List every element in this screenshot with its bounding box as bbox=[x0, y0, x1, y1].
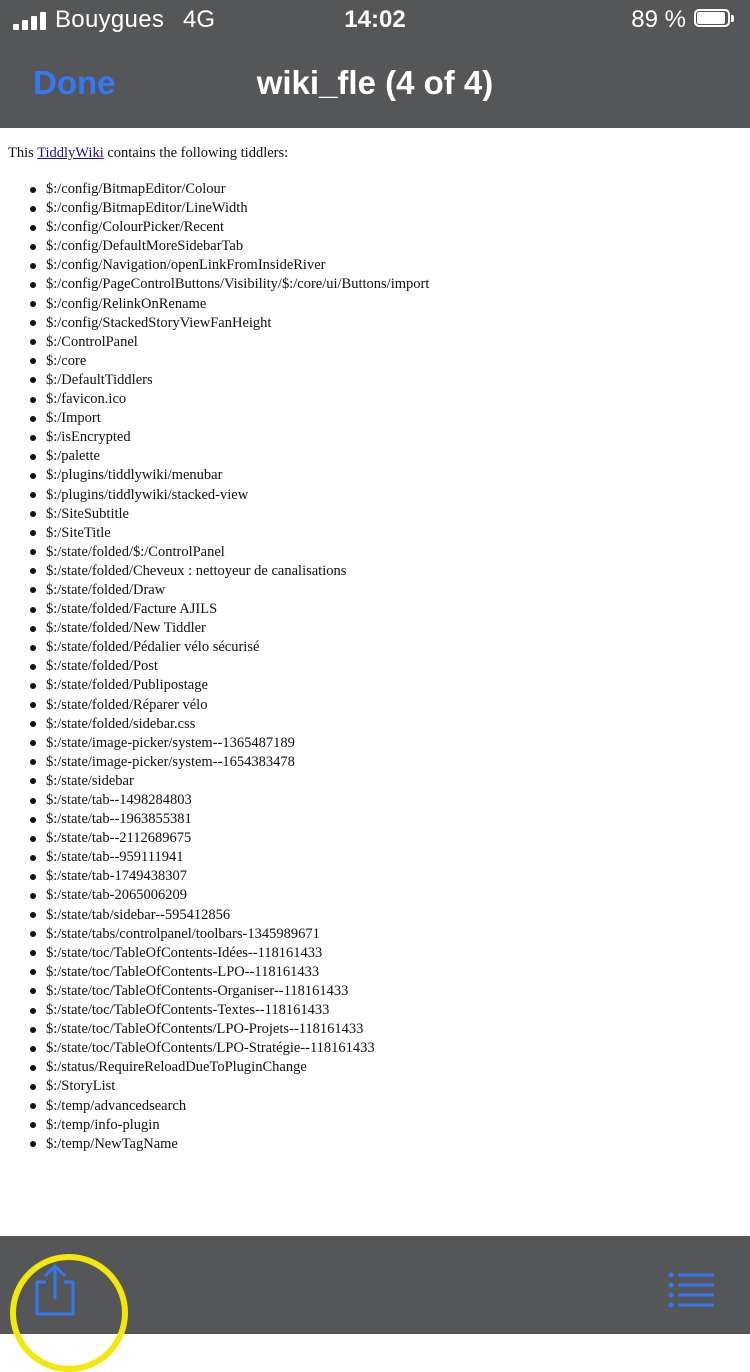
document-view[interactable] bbox=[0, 128, 750, 1236]
tiddler-item: $:/ControlPanel bbox=[46, 333, 466, 352]
tiddler-item: $:/state/folded/Post bbox=[46, 657, 466, 676]
intro-text-before: This bbox=[8, 145, 38, 161]
tiddler-item: $:/SiteSubtitle bbox=[46, 505, 466, 524]
status-bar bbox=[0, 0, 750, 40]
tiddler-item: $:/state/folded/Draw bbox=[46, 581, 466, 600]
tiddler-item: $:/state/tab--1963855381 bbox=[46, 810, 466, 829]
tiddler-item: $:/state/image-picker/system--1365487189 bbox=[46, 734, 466, 753]
tiddler-item: $:/config/BitmapEditor/LineWidth bbox=[46, 199, 466, 218]
status-time: 14:02 bbox=[344, 6, 406, 33]
tiddler-item: $:/palette bbox=[46, 447, 466, 466]
intro-text-after: contains the following tiddlers: bbox=[103, 145, 289, 161]
tiddler-item: $:/state/folded/sidebar.css bbox=[46, 715, 466, 734]
tiddler-item: $:/config/DefaultMoreSidebarTab bbox=[46, 237, 466, 256]
battery-icon bbox=[694, 9, 736, 29]
tiddler-item: $:/SiteTitle bbox=[46, 524, 466, 543]
tiddler-item: $:/temp/info-plugin bbox=[46, 1116, 466, 1135]
tiddler-item: $:/state/tabs/controlpanel/toolbars-1345989671 bbox=[46, 925, 466, 944]
tiddler-item: $:/state/tab--1498284803 bbox=[46, 791, 466, 810]
tiddler-item: $:/state/toc/TableOfContents/LPO-Stratégie--118161433 bbox=[46, 1039, 466, 1058]
share-button[interactable] bbox=[32, 1262, 78, 1318]
tiddler-item: $:/config/BitmapEditor/Colour bbox=[46, 180, 466, 199]
tiddler-item: $:/plugins/tiddlywiki/menubar bbox=[46, 466, 466, 485]
tiddler-item: $:/state/folded/Cheveux : nettoyeur de canalisations bbox=[46, 562, 466, 581]
tiddlywiki-link[interactable]: TiddlyWiki bbox=[37, 145, 104, 161]
tiddler-item: $:/state/toc/TableOfContents-LPO--118161433 bbox=[46, 963, 466, 982]
tiddler-item: $:/state/toc/TableOfContents-Organiser--118161433 bbox=[46, 982, 466, 1001]
battery-percentage: 89 % bbox=[631, 6, 686, 33]
tiddler-item: $:/state/folded/$:/ControlPanel bbox=[46, 543, 466, 562]
tiddler-item: $:/plugins/tiddlywiki/stacked-view bbox=[46, 486, 466, 505]
tiddler-item: $:/state/image-picker/system--1654383478 bbox=[46, 753, 466, 772]
tiddler-list bbox=[0, 180, 466, 1154]
tiddler-item: $:/config/Navigation/openLinkFromInsideRiver bbox=[46, 256, 466, 275]
intro-paragraph bbox=[8, 145, 288, 162]
tiddler-item: $:/state/folded/Réparer vélo bbox=[46, 696, 466, 715]
tiddler-item: $:/isEncrypted bbox=[46, 428, 466, 447]
tiddler-item: $:/temp/advancedsearch bbox=[46, 1097, 466, 1116]
tiddler-item: $:/config/PageControlButtons/Visibility/$:/core/ui/Buttons/import bbox=[46, 275, 466, 294]
tiddler-item: $:/state/tab-2065006209 bbox=[46, 886, 466, 905]
tiddler-item: $:/state/tab--2112689675 bbox=[46, 829, 466, 848]
tiddler-item: $:/config/StackedStoryViewFanHeight bbox=[46, 314, 466, 333]
tiddler-item: $:/state/toc/TableOfContents-Idées--118161433 bbox=[46, 944, 466, 963]
share-icon bbox=[32, 1262, 78, 1318]
carrier-name: Bouygues bbox=[55, 6, 165, 33]
tiddler-item: $:/state/toc/TableOfContents-Textes--118161433 bbox=[46, 1001, 466, 1020]
list-button[interactable] bbox=[668, 1272, 716, 1308]
tiddler-item: $:/state/toc/TableOfContents/LPO-Projets--118161433 bbox=[46, 1020, 466, 1039]
network-type: 4G bbox=[183, 6, 216, 33]
tiddler-item: $:/state/tab/sidebar--595412856 bbox=[46, 906, 466, 925]
tiddler-item: $:/config/ColourPicker/Recent bbox=[46, 218, 466, 237]
tiddler-item: $:/state/folded/Pédalier vélo sécurisé bbox=[46, 638, 466, 657]
tiddler-item: $:/state/tab-1749438307 bbox=[46, 867, 466, 886]
page-title: wiki_fle (4 of 4) bbox=[256, 64, 494, 101]
done-button[interactable]: Done bbox=[33, 64, 116, 101]
tiddler-item: $:/temp/NewTagName bbox=[46, 1135, 466, 1154]
tiddler-item: $:/state/tab--959111941 bbox=[46, 848, 466, 867]
tiddler-item: $:/state/folded/New Tiddler bbox=[46, 619, 466, 638]
navigation-bar bbox=[0, 40, 750, 128]
tiddler-item: $:/state/folded/Publipostage bbox=[46, 676, 466, 695]
tiddler-item: $:/favicon.ico bbox=[46, 390, 466, 409]
bottom-toolbar bbox=[0, 1236, 750, 1334]
tiddler-item: $:/StoryList bbox=[46, 1077, 466, 1096]
tiddler-item: $:/state/sidebar bbox=[46, 772, 466, 791]
tiddler-item: $:/config/RelinkOnRename bbox=[46, 295, 466, 314]
tiddler-item: $:/status/RequireReloadDueToPluginChange bbox=[46, 1058, 466, 1077]
tiddler-item: $:/Import bbox=[46, 409, 466, 428]
tiddler-item: $:/core bbox=[46, 352, 466, 371]
tiddler-item: $:/DefaultTiddlers bbox=[46, 371, 466, 390]
list-icon bbox=[668, 1272, 716, 1308]
tiddler-item: $:/state/folded/Facture AJILS bbox=[46, 600, 466, 619]
